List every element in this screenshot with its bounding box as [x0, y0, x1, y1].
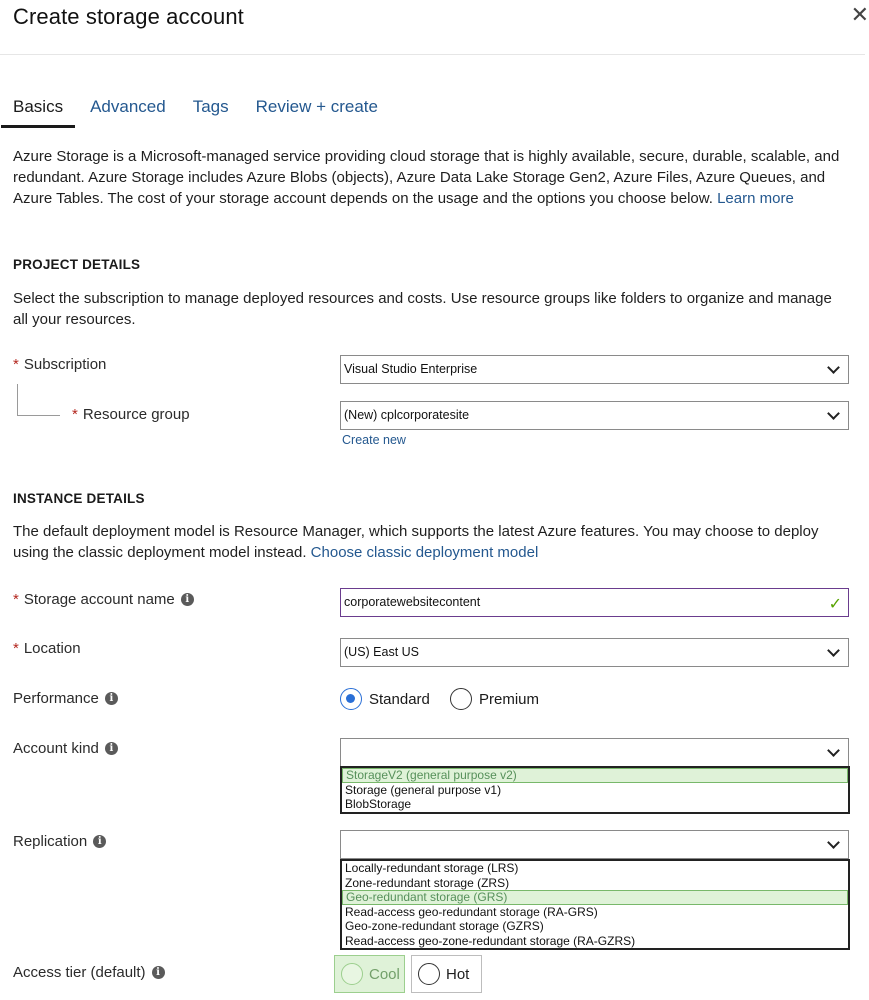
radio-unselected-icon[interactable]	[450, 688, 472, 710]
chevron-down-icon	[827, 361, 840, 374]
required-marker: *	[13, 640, 19, 657]
storage-account-name-label	[13, 591, 194, 608]
replication-option[interactable]: Zone-redundant storage (ZRS)	[345, 875, 510, 890]
project-details-heading: PROJECT DETAILS	[13, 257, 141, 272]
performance-standard-option[interactable]	[340, 688, 430, 710]
deployment-model-text: The default deployment model is Resource Manager, which supports the latest Azure features. You may choose to deploy using the classic deployment model instead.	[13, 523, 819, 561]
intro-text	[13, 146, 843, 209]
performance-premium-label: Premium	[479, 690, 540, 708]
subscription-label	[13, 356, 106, 373]
account-kind-option[interactable]: StorageV2 (general purpose v2)	[342, 768, 848, 783]
learn-more-link[interactable]: Learn more	[717, 190, 794, 207]
storage-account-name-label-text: Storage account name	[23, 591, 175, 608]
tab-review-create[interactable]: Review + create	[255, 97, 378, 116]
replication-label-text: Replication	[13, 833, 88, 850]
chevron-down-icon	[827, 644, 840, 657]
project-details-description: Select the subscription to manage deployed resources and costs. Use resource groups like folders to organize and manage all your resources.	[13, 290, 832, 328]
replication-option[interactable]: Read-access geo-zone-redundant storage (RA-GZRS)	[345, 933, 636, 948]
tab-basics[interactable]: Basics	[13, 94, 63, 128]
account-kind-dropdown	[340, 766, 850, 814]
close-icon[interactable]: ✕	[850, 2, 869, 27]
access-tier-label-text: Access tier (default)	[13, 964, 146, 981]
account-kind-label	[13, 740, 118, 757]
instance-details-description	[13, 521, 843, 563]
replication-dropdown	[340, 859, 850, 950]
replication-select[interactable]	[340, 830, 849, 859]
location-value: (US) East US	[344, 645, 420, 659]
location-select[interactable]	[340, 638, 849, 667]
required-marker: *	[13, 356, 19, 373]
info-icon[interactable]: i	[181, 593, 194, 606]
subscription-select[interactable]	[340, 355, 849, 384]
access-tier-hot-option[interactable]	[411, 955, 482, 993]
checkmark-icon: ✓	[828, 596, 842, 613]
resource-group-label	[72, 406, 190, 423]
location-label-text: Location	[23, 640, 81, 657]
storage-account-name-input[interactable]	[340, 588, 849, 617]
info-icon[interactable]: i	[105, 742, 118, 755]
access-tier-cool-option[interactable]	[334, 955, 405, 993]
access-tier-hot-label: Hot	[446, 965, 470, 983]
info-icon[interactable]: i	[152, 966, 165, 979]
info-icon[interactable]: i	[105, 692, 118, 705]
account-kind-select[interactable]	[340, 738, 849, 767]
chevron-down-icon	[827, 744, 840, 757]
chevron-down-icon	[827, 836, 840, 849]
account-kind-label-text: Account kind	[13, 740, 99, 757]
tab-bar	[13, 94, 405, 128]
access-tier-label	[13, 964, 165, 981]
replication-option[interactable]: Read-access geo-redundant storage (RA-GRS)	[345, 904, 598, 919]
subscription-label-text: Subscription	[23, 356, 107, 373]
classic-deployment-link[interactable]: Choose classic deployment model	[310, 544, 539, 561]
title-divider	[0, 54, 865, 55]
resource-group-label-text: Resource group	[82, 406, 190, 423]
resource-group-value: (New) cplcorporatesite	[344, 408, 470, 422]
info-icon[interactable]: i	[93, 835, 106, 848]
intro-description: Azure Storage is a Microsoft-managed service providing cloud storage that is highly available, secure, durable, scalable, and redundant. Azure Storage includes Azure Blobs (objects), Azure Data Lake Storage Gen2, Azure Files, Azure Queues, and Azure Tables. The cost of your storage account depends on the usage and the options you choose below.	[13, 148, 840, 207]
tab-tags[interactable]: Tags	[192, 97, 229, 116]
storage-account-name-value: corporatewebsitecontent	[344, 595, 481, 609]
subscription-value: Visual Studio Enterprise	[344, 362, 478, 376]
radio-selected-icon[interactable]	[340, 688, 362, 710]
performance-standard-label: Standard	[369, 690, 430, 708]
radio-unselected-icon[interactable]	[341, 963, 363, 985]
radio-unselected-icon[interactable]	[418, 963, 440, 985]
chevron-down-icon	[827, 407, 840, 420]
access-tier-cool-label: Cool	[369, 965, 400, 983]
create-new-link[interactable]: Create new	[342, 433, 406, 447]
replication-label	[13, 833, 106, 850]
instance-details-heading: INSTANCE DETAILS	[13, 491, 145, 506]
required-marker: *	[72, 406, 78, 423]
required-marker: *	[13, 591, 19, 608]
performance-label-text: Performance	[13, 690, 99, 707]
replication-option[interactable]: Geo-redundant storage (GRS)	[342, 890, 848, 905]
tab-advanced[interactable]: Advanced	[90, 97, 166, 116]
account-kind-option[interactable]: Storage (general purpose v1)	[345, 782, 502, 797]
performance-premium-option[interactable]	[450, 688, 539, 710]
location-label	[13, 640, 81, 657]
resource-group-select[interactable]	[340, 401, 849, 430]
replication-option[interactable]: Geo-zone-redundant storage (GZRS)	[345, 919, 544, 933]
account-kind-option[interactable]: BlobStorage	[345, 797, 412, 811]
tree-connector-horizontal	[17, 415, 60, 416]
performance-label	[13, 690, 118, 707]
replication-option[interactable]: Locally-redundant storage (LRS)	[345, 861, 519, 875]
page-title: Create storage account	[13, 4, 244, 29]
tree-connector-vertical	[17, 384, 18, 415]
